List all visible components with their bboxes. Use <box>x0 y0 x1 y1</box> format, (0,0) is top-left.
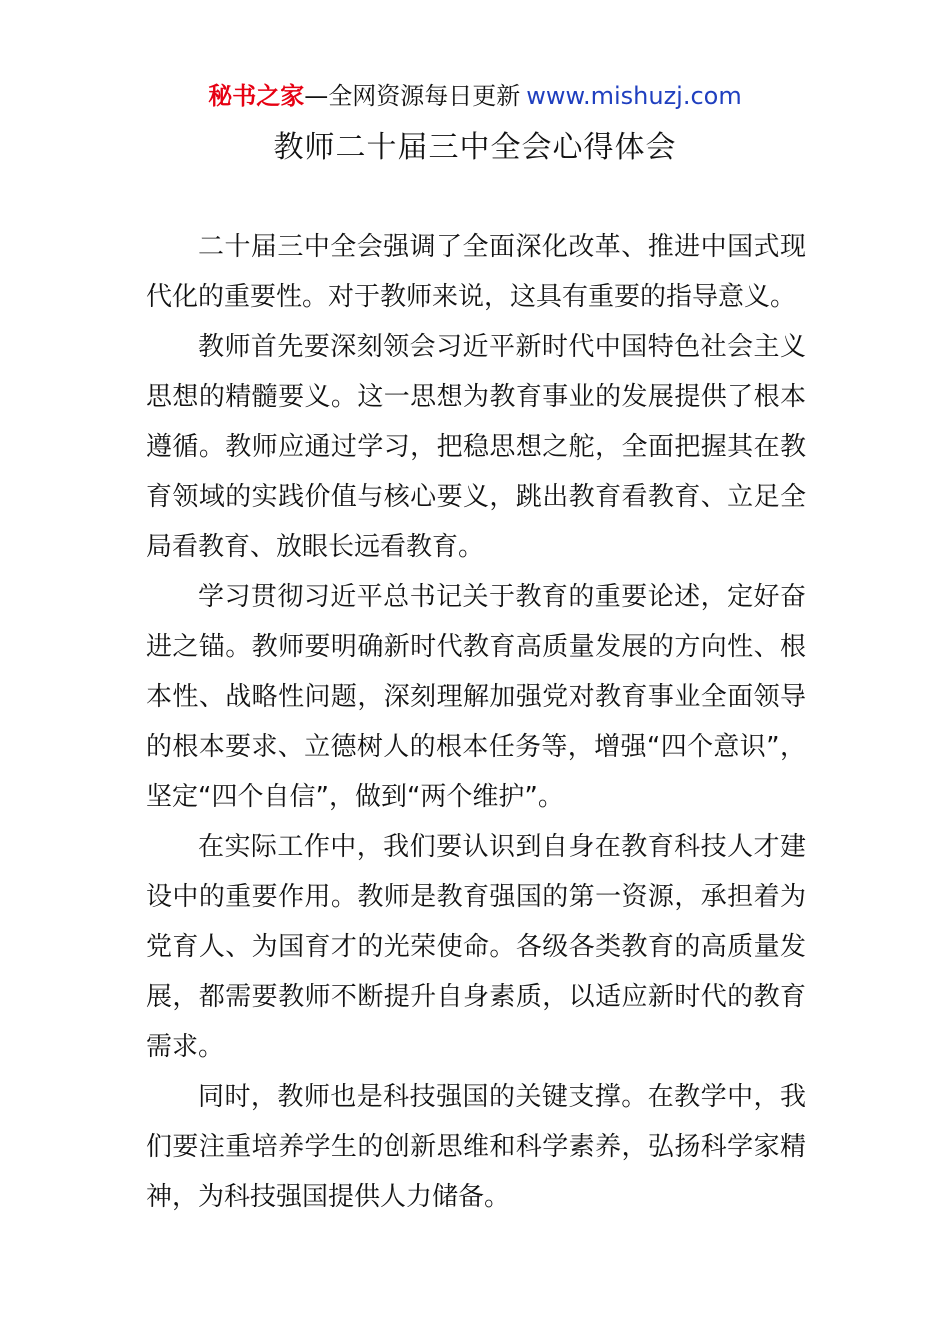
document-body <box>146 222 806 1222</box>
paragraph-5: 同时，教师也是科技强国的关键支撑。在教学中，我们要注重培养学生的创新思维和科学素养，弘扬科学家精神，为科技强国提供人力储备。 <box>146 1082 806 1212</box>
paragraph-2: 教师首先要深刻领会习近平新时代中国特色社会主义思想的精髓要义。这一思想为教育事业的发展提供了根本遵循。教师应通过学习，把稳思想之舵，全面把握其在教育领域的实践价值与核心要义，跳出教育看教育、立足全局看教育、放眼长远看教育。 <box>146 332 806 562</box>
site-header <box>0 80 950 112</box>
brand-name: 秘书之家 <box>208 82 305 110</box>
paragraph-4: 在实际工作中，我们要认识到自身在教育科技人才建设中的重要作用。教师是教育强国的第一资源，承担着为党育人、为国育才的光荣使命。各级各类教育的高质量发展，都需要教师不断提升自身素质，以适应新时代的教育需求。 <box>146 832 806 1062</box>
paragraph-1: 二十届三中全会强调了全面深化改革、推进中国式现代化的重要性。对于教师来说，这具有重要的指导意义。 <box>146 232 806 312</box>
document-title: 教师二十届三中全会心得体会 <box>273 130 677 165</box>
header-tagline: —全网资源每日更新 <box>304 82 521 110</box>
paragraph-3: 学习贯彻习近平总书记关于教育的重要论述，定好奋进之锚。教师要明确新时代教育高质量发展的方向性、根本性、战略性问题，深刻理解加强党对教育事业全面领导的根本要求、立德树人的根本任务等，增强“四个意识”，坚定“四个自信”，做到“两个维护”。 <box>146 582 806 812</box>
site-url[interactable]: www.mishuzj.com <box>526 82 742 110</box>
